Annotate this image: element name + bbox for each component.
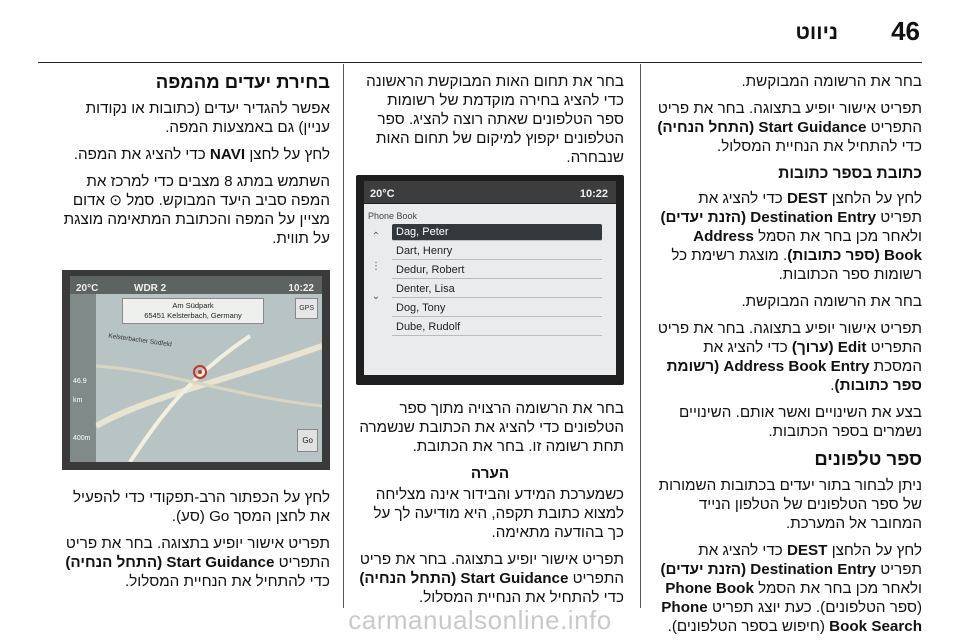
temperature-readout: 20°C — [76, 283, 99, 294]
column-divider — [343, 64, 344, 608]
map-side-panel — [70, 294, 96, 462]
paragraph: אפשר להגדיר יעדים (כתובות או נקודות עניין) גם באמצעות המפה. — [85, 100, 330, 136]
section-title: ניווט — [795, 21, 838, 44]
phone-book-title: Phone Book — [368, 211, 418, 221]
paragraph: לחץ על הלחצן DEST כדי להציג את תפריט Destination Entry (הזנת יעדים) ולאחר מכן בחר את הסמל Phone Book (ספר הטלפונים). כעת יוצג תפריט Phone Book Search (חיפוש בספר הטלפונים). — [660, 542, 922, 635]
paragraph: תפריט אישור יופיע בתצוגה. בחר את פריט התפריט Edit (ערוך) כדי להציג את המסכת Address Book Entry (רשומת ספר כתובות). — [657, 320, 922, 394]
map-status-bar — [70, 276, 322, 294]
note-text: כשמערכת המידע והבידור אינה מצליחה למצוא כתובת תקפה, היא מודיעה לך על כך בהודעה מתאימה. — [373, 486, 624, 541]
radio-station: WDR 2 — [134, 283, 167, 294]
temperature-readout: 20°C — [370, 188, 395, 200]
column-right — [654, 72, 922, 644]
page-header — [0, 0, 960, 62]
paragraph: בחר את הרשומה המבוקשת. — [741, 73, 922, 90]
clock-readout: 10:22 — [579, 188, 608, 200]
note-box — [356, 464, 624, 542]
map-screenshot — [62, 270, 330, 470]
ellipsis-icon: ⋮ — [371, 261, 381, 272]
address-label: Am Südpark 65451 Kelsterbach, Germany — [122, 298, 264, 324]
heading-phone-book: ספר טלפונים — [814, 448, 922, 469]
map-view — [70, 276, 322, 462]
paragraph: ניתן לבחור בתור יעדים בכתובות השמורות של ספר הטלפונים של הטלפון הנייד המחובר אל המערכת. — [658, 477, 922, 532]
page-number: 46 — [891, 16, 920, 46]
paragraph: לחץ על לחצן NAVI כדי להציג את המפה. — [73, 146, 330, 163]
phone-book-entry: Denter, Lisa — [392, 281, 602, 298]
paragraph: בחר את תחום האות המבוקשת הראשונה כדי להציג בחירה מוקדמת של רשומות ספר הטלפונים שאתה רוצה להציג. ספר הטלפונים יקפוץ למיקום של תחום האות שנבחרה. — [366, 73, 624, 166]
chevron-down-icon: ⌄ — [371, 291, 381, 302]
paragraph: בחר את הרשומה הרצויה מתוך ספר הטלפונים כדי להציג את הכתובת שנשמרה תחת רשומה זו. בחר את הכתובת. — [359, 400, 624, 455]
phone-book-entry: Dog, Tony — [392, 300, 602, 317]
scale-readout: 400m — [73, 435, 91, 442]
watermark: carmanualsonline.info — [348, 605, 612, 635]
destination-marker-dot — [198, 370, 202, 374]
column-divider — [640, 64, 641, 608]
phone-book-entry: Dag, Peter — [392, 224, 602, 241]
screen-status-bar — [364, 181, 616, 203]
column-middle — [356, 72, 624, 615]
road — [96, 366, 322, 406]
phone-book-entry: Dube, Rudolf — [392, 319, 602, 336]
phone-book-screenshot — [356, 175, 624, 385]
chevron-up-icon: ⌃ — [371, 231, 381, 242]
paragraph: השתמש במתג 8 מצבים כדי למרכז את המפה סביב היעד המבוקש. סמל ⊙ אדום מציין על המפה והכתובת המתאימה מוצגת על תווית. — [63, 173, 330, 247]
header-divider — [38, 62, 922, 63]
phone-book-list — [364, 204, 616, 375]
paragraph: תפריט אישור יופיע בתצוגה. בחר את פריט התפריט Start Guidance (התחל הנחיה) כדי להתחיל את הנחיית המסלול. — [657, 100, 922, 155]
clock-readout: 10:22 — [288, 283, 314, 294]
go-button: Go — [297, 429, 318, 452]
phone-book-entry: Dart, Henry — [392, 243, 602, 260]
paragraph: לחץ על הכפתור הרב-תפקודי כדי להפעיל את לחצן המסך Go (סע). — [72, 489, 330, 525]
paragraph: בחר את הרשומה המבוקשת. — [741, 293, 922, 310]
subheading-address-book: כתובת בספר כתובות — [778, 165, 922, 182]
paragraph: תפריט אישור יופיע בתצוגה. בחר את פריט התפריט Start Guidance (התחל הנחיה) כדי להתחיל את הנחיית המסלול. — [359, 551, 624, 606]
street-name: Kelsterbacher Südfeld — [107, 332, 173, 349]
list-scrollbar — [368, 222, 384, 371]
column-left — [62, 72, 330, 599]
phone-book-entry: Dedur, Robert — [392, 262, 602, 279]
heading-map-destination: בחירת יעדים מהמפה — [155, 71, 330, 92]
distance-readout: 46.9 km — [73, 378, 87, 404]
road — [130, 336, 250, 462]
gps-indicator: GPS — [295, 298, 318, 319]
paragraph: תפריט אישור יופיע בתצוגה. בחר את פריט התפריט Start Guidance (התחל הנחיה) כדי להתחיל את הנחיית המסלול. — [65, 535, 330, 590]
paragraph: בצע את השינויים ואשר אותם. השינויים נשמרים בספר הכתובות. — [679, 404, 922, 440]
paragraph: לחץ על הלחצן DEST כדי להציג את תפריט Destination Entry (הזנת יעדים) ולאחר מכן בחר את הסמל Address Book (ספר כתובות). מוצגת רשימת כל רשומות ספר הכתובות. — [660, 190, 922, 283]
note-title: הערה — [470, 465, 510, 482]
